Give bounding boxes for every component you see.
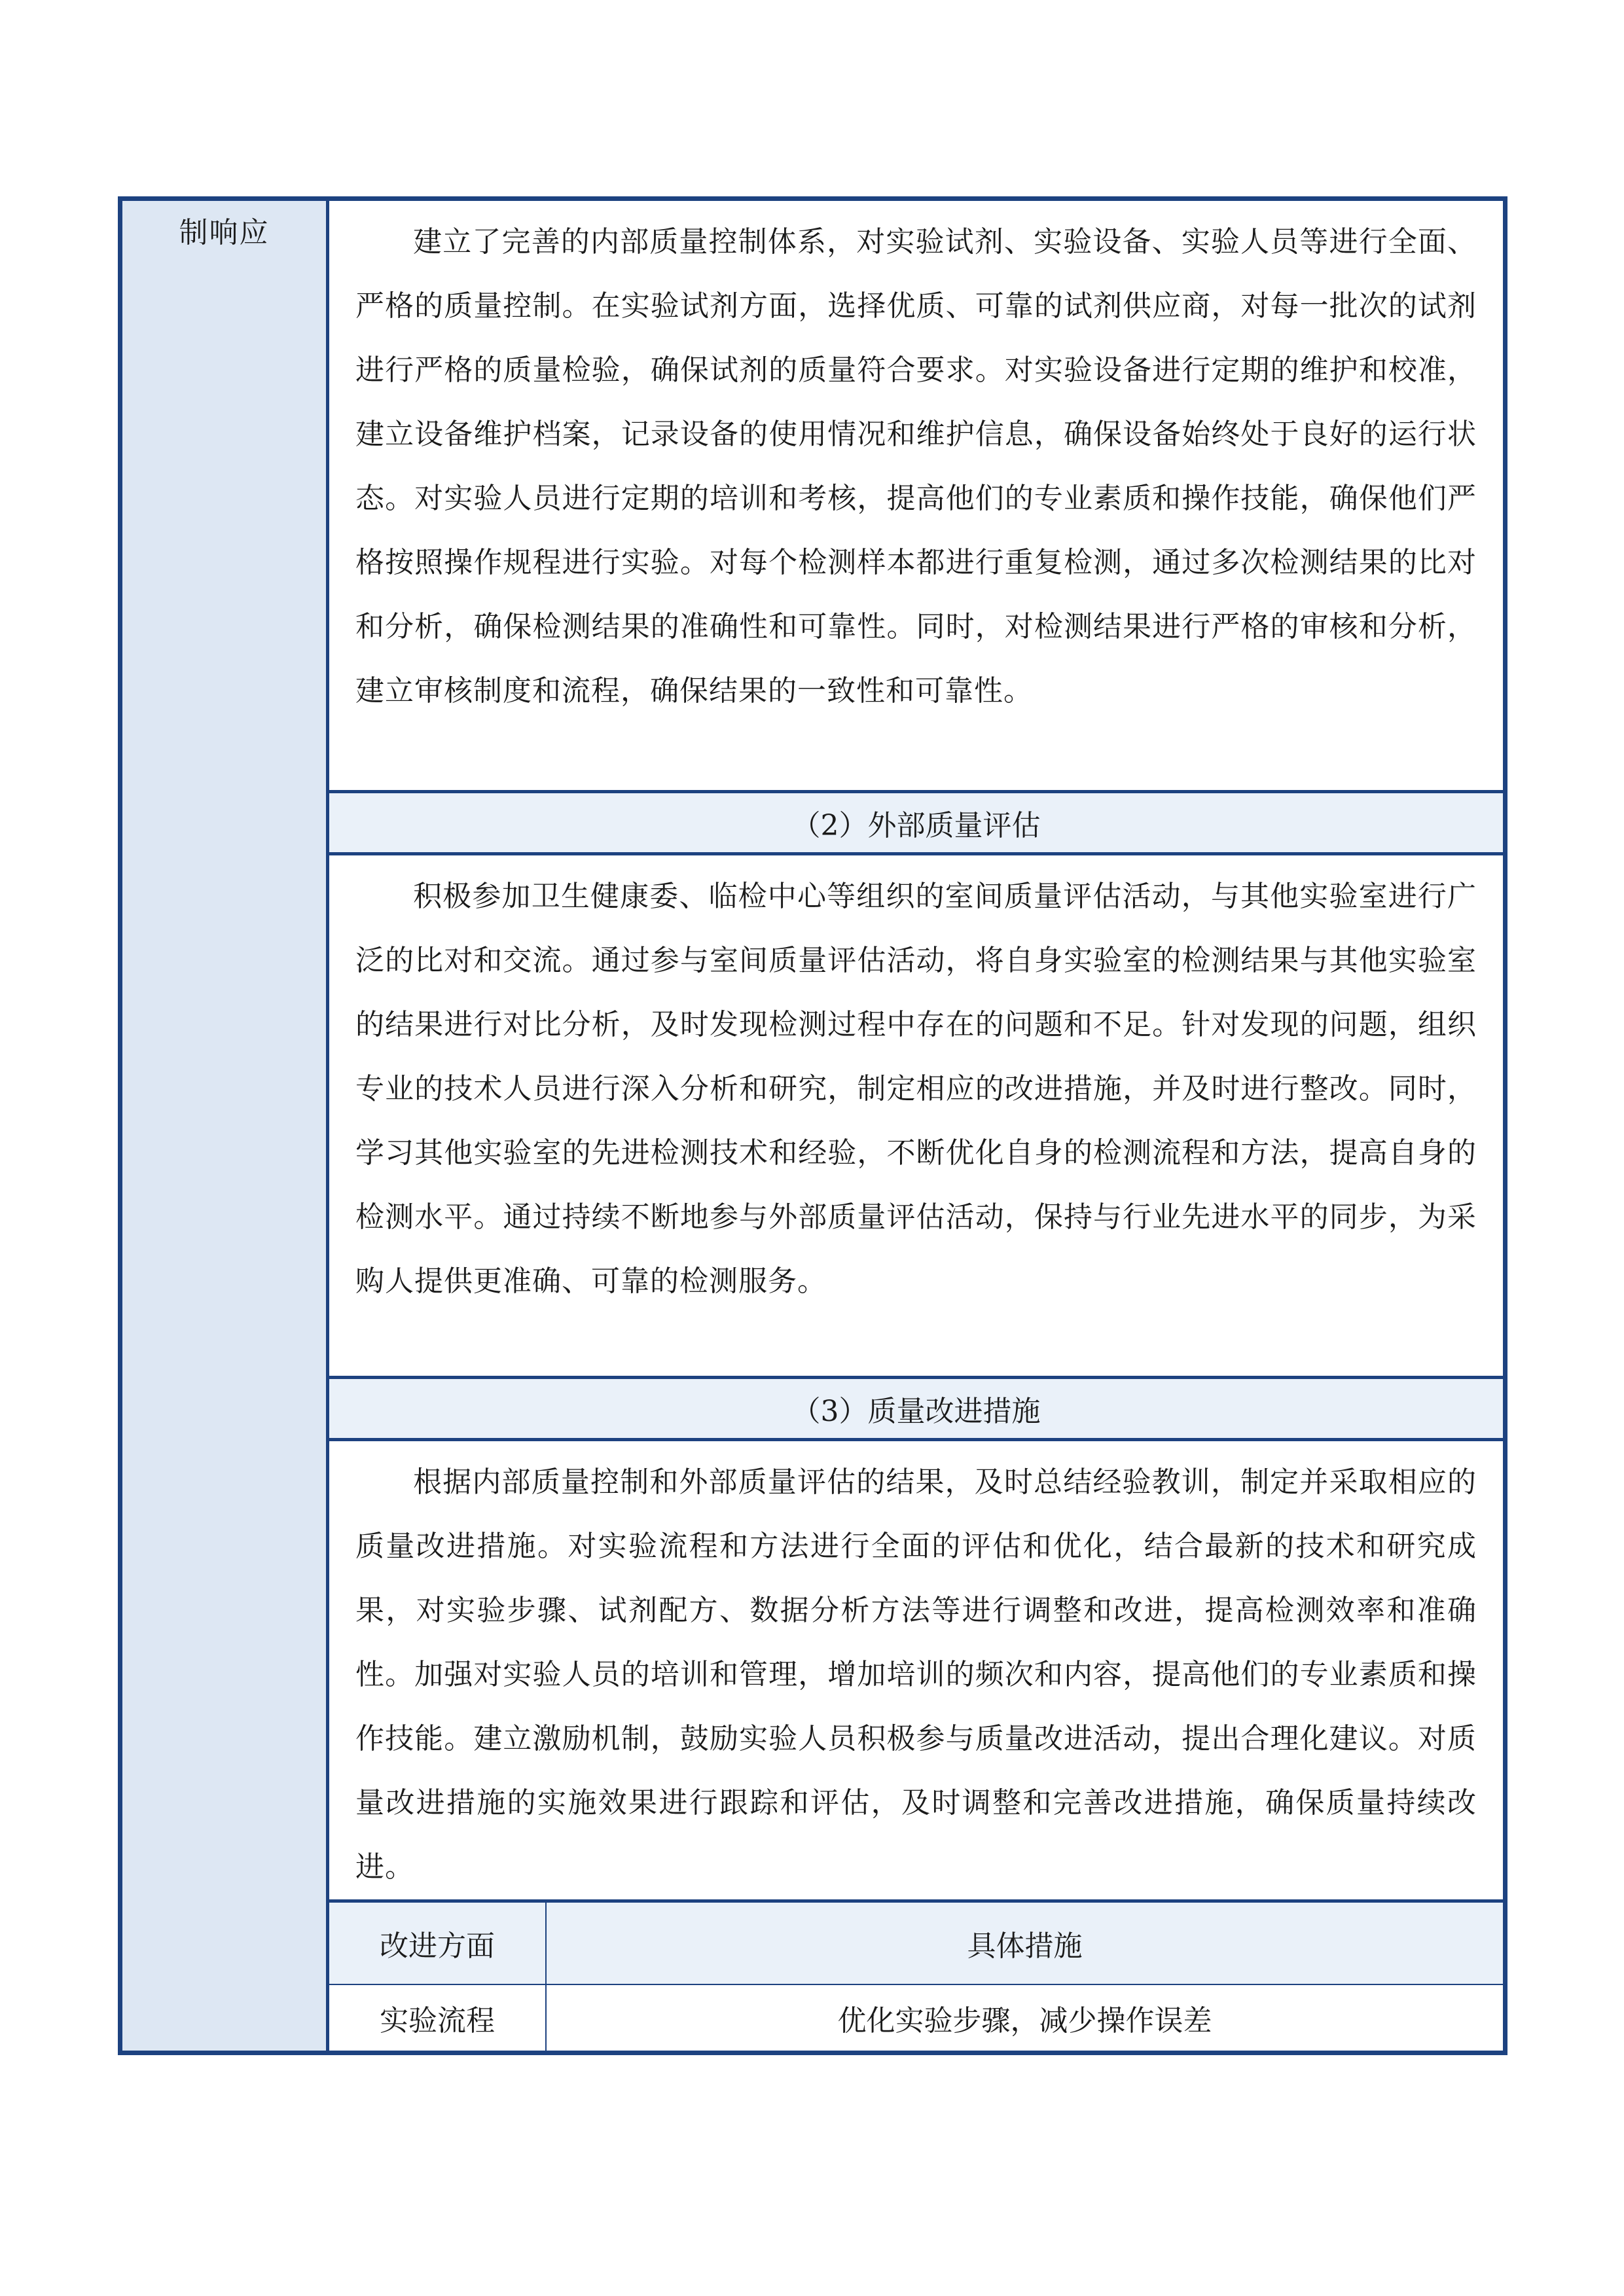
internal-quality-text: 建立了完善的内部质量控制体系，对实验试剂、实验设备、实验人员等进行全面、严格的质量控制。在实验试剂方面，选择优质、可靠的试剂供应商，对每一批次的试剂进行严格的质量检验，确保试剂的质量符合要求。对实验设备进行定期的维护和校准，建立设备维护档案，记录设备的使用情况和维护信息，确保设备始终处于良好的运行状态。对实验人员进行定期的培训和考核，提高他们的专业素质和操作技能，确保他们严格按照操作规程进行实验。对每个检测样本都进行重复检测，通过多次检测结果的比对和分析，确保检测结果的准确性和可靠性。同时，对检测结果进行严格的审核和分析，建立审核制度和流程，确保结果的一致性和可靠性。 [355, 225, 1477, 708]
table-cell: 优化实验步骤，减少操作误差 [837, 2004, 1212, 2037]
left-label-column [122, 201, 329, 2051]
external-quality-text: 积极参加卫生健康委、临检中心等组织的室间质量评估活动，与其他实验室进行广泛的比对和交流。通过参与室间质量评估活动，将自身实验室的检测结果与其他实验室的结果进行对比分析，及时发现检测过程中存在的问题和不足。针对发现的问题，组织专业的技术人员进行深入分析和研究，制定相应的改进措施，并及时进行整改。同时，学习其他实验室的先进检测技术和经验，不断优化自身的检测流程和方法，提高自身的检测水平。通过持续不断地参与外部质量评估活动，保持与行业先进水平的同步，为采购人提供更准确、可靠的检测服务。 [355, 880, 1477, 1298]
left-column-label: 制响应 [179, 216, 270, 249]
external-quality-header [329, 790, 1503, 855]
table-header-cell: 具体措施 [967, 1929, 1083, 1963]
external-quality-header-text: （2）外部质量评估 [791, 809, 1041, 842]
document-table [118, 196, 1507, 2055]
table-header-row [329, 1903, 1503, 1985]
improvement-table [329, 1899, 1503, 2051]
external-quality-paragraph [329, 855, 1503, 1376]
improvement-text: 根据内部质量控制和外部质量评估的结果，及时总结经验教训，制定并采取相应的质量改进措施。对实验流程和方法进行全面的评估和优化，结合最新的技术和研究成果，对实验步骤、试剂配方、数据分析方法等进行调整和改进，提高检测效率和准确性。加强对实验人员的培训和管理，增加培训的频次和内容，提高他们的专业素质和操作技能。建立激励机制，鼓励实验人员积极参与质量改进活动，提出合理化建议。对质量改进措施的实施效果进行跟踪和评估，及时调整和完善改进措施，确保质量持续改进。 [355, 1465, 1477, 1884]
internal-quality-paragraph [329, 201, 1503, 793]
table-row [329, 1985, 1503, 2051]
improvement-paragraph [329, 1441, 1503, 1899]
content-column [329, 201, 1503, 2051]
improvement-header [329, 1376, 1503, 1441]
table-header-cell: 改进方面 [329, 1903, 547, 1984]
improvement-header-text: （3）质量改进措施 [791, 1395, 1041, 1428]
table-cell: 实验流程 [329, 1985, 547, 2051]
